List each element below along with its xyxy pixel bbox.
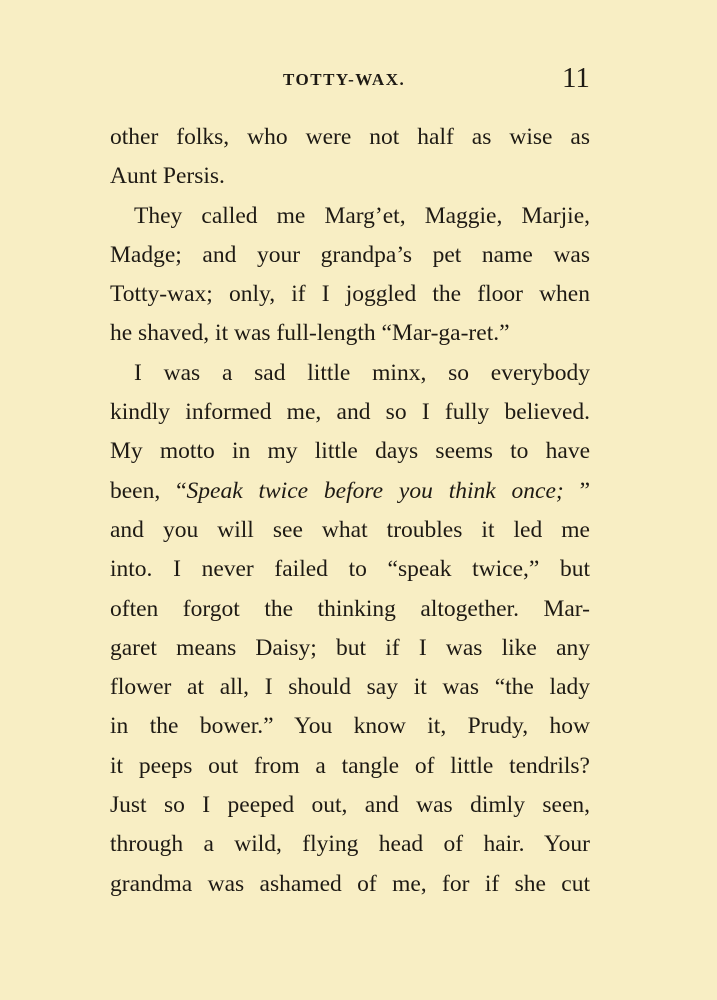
text-line: Totty-wax; only, if I joggled the floor when xyxy=(110,281,590,308)
text-line: Madge; and your grandpa’s pet name was xyxy=(110,241,590,268)
text-segment: ” xyxy=(563,477,590,504)
text-line-with-italic xyxy=(110,472,590,511)
italic-motto: Speak twice before you think once; xyxy=(186,477,564,504)
text-line: into. I never failed to “speak twice,” but xyxy=(110,556,590,583)
text-line: other folks, who were not half as wise as xyxy=(110,124,590,150)
text-line: often forgot the thinking altogether. Mar- xyxy=(110,595,590,622)
text-segment: been, “ xyxy=(110,477,187,504)
text-line: and you will see what troubles it led me xyxy=(110,516,590,543)
body-text xyxy=(110,118,590,904)
text-line: he shaved, it was full-length “Mar-ga-ret.” xyxy=(110,320,510,347)
text-line: They called me Marg’et, Maggie, Marjie, xyxy=(134,202,590,229)
text-line: Just so I peeped out, and was dimly seen, xyxy=(110,792,590,819)
text-line: kindly informed me, and so I fully believed. xyxy=(110,399,590,426)
text-line: flower at all, I should say it was “the lady xyxy=(110,674,590,701)
text-line: I was a sad little minx, so everybody xyxy=(134,359,590,386)
text-line: through a wild, flying head of hair. Your xyxy=(110,831,590,858)
text-line: Aunt Persis. xyxy=(110,163,225,190)
running-title: TOTTY-WAX. xyxy=(283,70,406,89)
text-line: My motto in my little days seems to have xyxy=(110,438,590,465)
page-number: 11 xyxy=(562,62,590,94)
text-line: garet means Daisy; but if I was like any xyxy=(110,634,590,661)
text-line: it peeps out from a tangle of little tendrils? xyxy=(110,752,590,779)
text-line: grandma was ashamed of me, for if she cut xyxy=(110,870,590,897)
running-header xyxy=(0,62,717,98)
text-line: in the bower.” You know it, Prudy, how xyxy=(110,713,590,740)
